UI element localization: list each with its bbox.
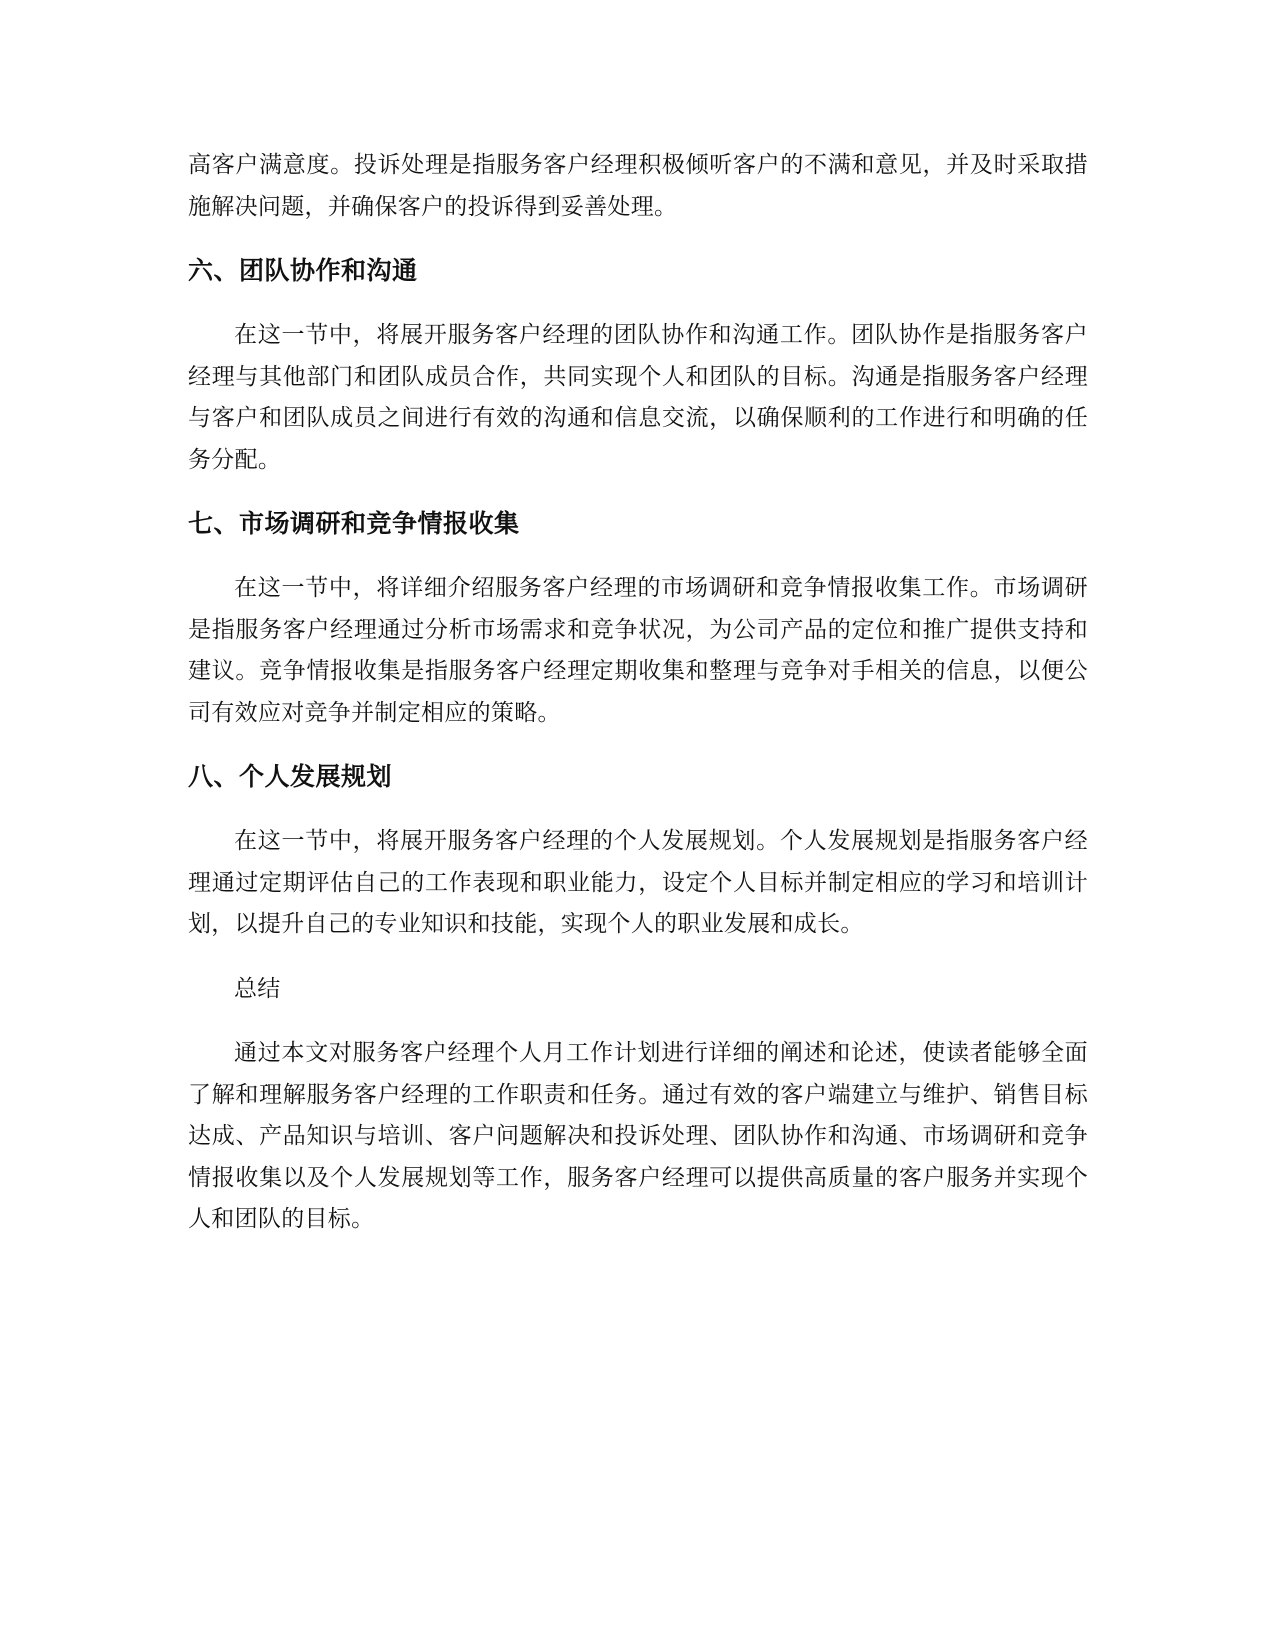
intro-paragraph: 高客户满意度。投诉处理是指服务客户经理积极倾听客户的不满和意见，并及时采取措施解决问题，并确保客户的投诉得到妥善处理。: [188, 152, 1088, 220]
section-paragraph-personal-development: 在这一节中，将展开服务客户经理的个人发展规划。个人发展规划是指服务客户经理通过定期评估自己的工作表现和职业能力，设定个人目标并制定相应的学习和培训计划，以提升自己的专业知识和技能，实现个人的职业发展和成长。: [188, 828, 1088, 937]
section-paragraph-teamwork: 在这一节中，将展开服务客户经理的团队协作和沟通工作。团队协作是指服务客户经理与其他部门和团队成员合作，共同实现个人和团队的目标。沟通是指服务客户经理与客户和团队成员之间进行有效的沟通和信息交流，以确保顺利的工作进行和明确的任务分配。: [188, 322, 1088, 473]
section-heading-market-research: 七、市场调研和竞争情报收集: [188, 509, 520, 538]
section-paragraph-market-research: 在这一节中，将详细介绍服务客户经理的市场调研和竞争情报收集工作。市场调研是指服务客户经理通过分析市场需求和竞争状况，为公司产品的定位和推广提供支持和建议。竞争情报收集是指服务客户经理定期收集和整理与竞争对手相关的信息，以便公司有效应对竞争并制定相应的策略。: [188, 575, 1088, 726]
summary-paragraph: 通过本文对服务客户经理个人月工作计划进行详细的阐述和论述，使读者能够全面了解和理解服务客户经理的工作职责和任务。通过有效的客户端建立与维护、销售目标达成、产品知识与培训、客户问题解决和投诉处理、团队协作和沟通、市场调研和竞争情报收集以及个人发展规划等工作，服务客户经理可以提供高质量的客户服务并实现个人和团队的目标。: [188, 1040, 1088, 1232]
document-body: [188, 145, 1088, 1241]
summary-label: 总结: [234, 975, 281, 1002]
section-heading-teamwork: 六、团队协作和沟通: [188, 256, 418, 285]
section-heading-personal-development: 八、个人发展规划: [188, 762, 393, 791]
